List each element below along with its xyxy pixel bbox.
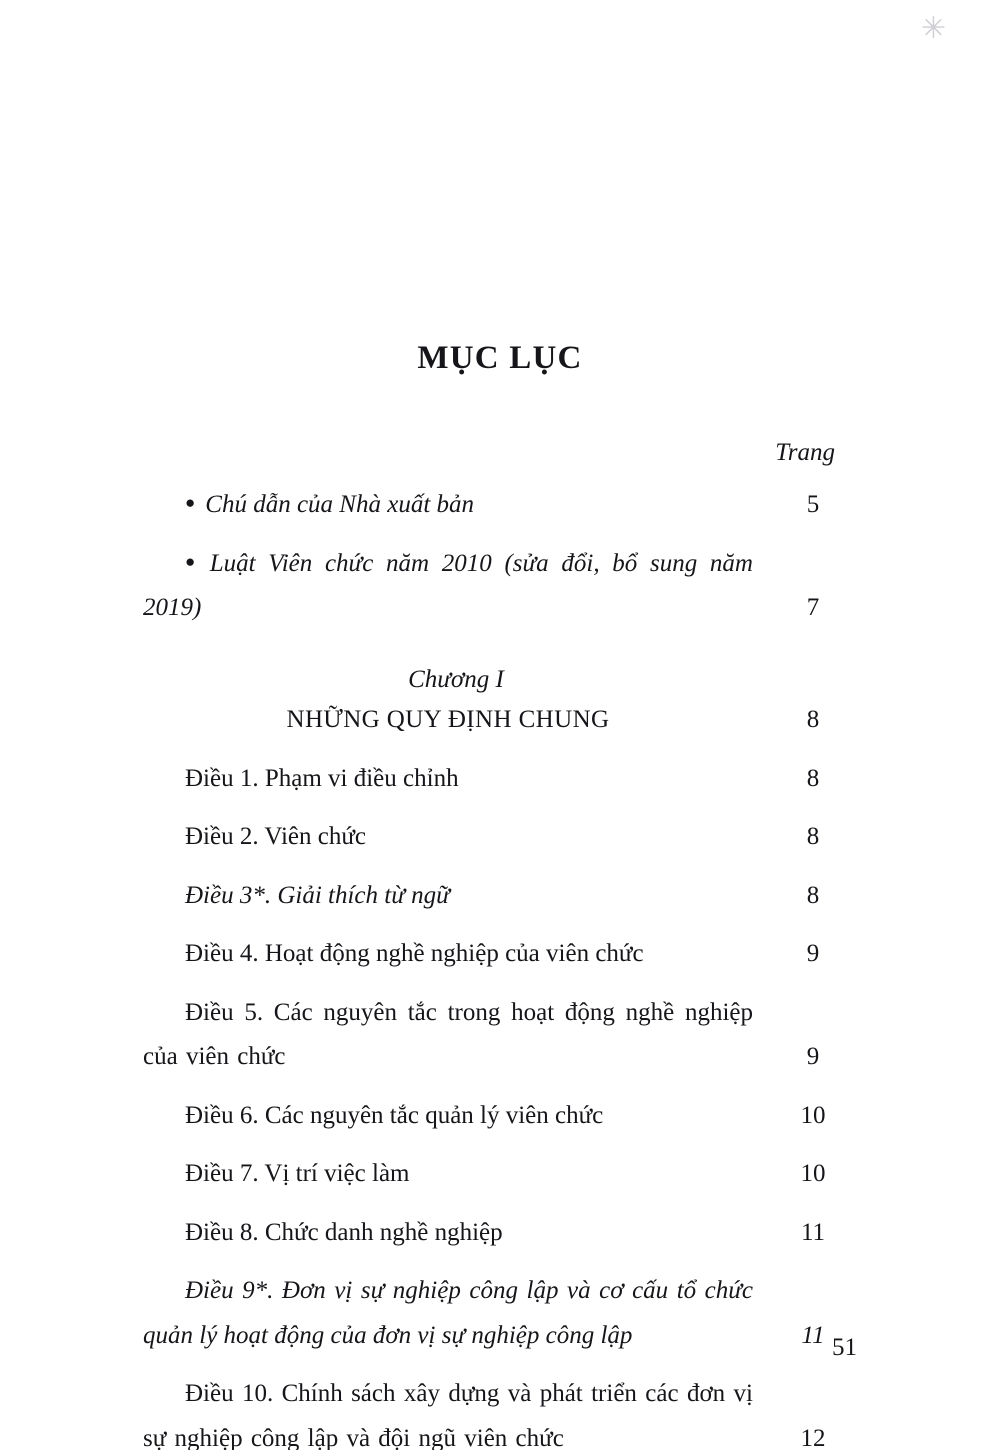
toc-entry-page: 8 bbox=[806, 764, 820, 792]
list-item[interactable] bbox=[143, 1094, 857, 1139]
toc-entry-label: Điều 2. Viên chức bbox=[185, 823, 366, 850]
toc-entry-page: 10 bbox=[800, 1160, 826, 1187]
toc-entry-label: Điều 9*. Đơn vị sự nghiệp công lập và cơ cấu tổ chức quản lý hoạt động của đơn vị sự nghiệp công lập bbox=[143, 1277, 753, 1349]
toc-list bbox=[143, 483, 857, 1450]
toc-entry-label: Điều 4. Hoạt động nghề nghiệp của viên chức bbox=[185, 940, 644, 967]
toc-entry-page: 9 bbox=[806, 940, 820, 967]
list-item[interactable] bbox=[143, 874, 857, 919]
list-item[interactable] bbox=[143, 991, 857, 1080]
page-folio-number: 51 bbox=[832, 1334, 857, 1361]
toc-entry-page: 10 bbox=[800, 1101, 826, 1129]
toc-entry-label: Điều 10. Chính sách xây dựng và phát triển các đơn vị sự nghiệp công lập và đội ngũ viên chức bbox=[143, 1380, 753, 1450]
list-item[interactable] bbox=[143, 1372, 857, 1450]
toc-entry-page: 8 bbox=[806, 823, 820, 850]
toc-entry-label bbox=[143, 483, 769, 528]
list-item[interactable] bbox=[143, 932, 857, 977]
toc-entry-page: 8 bbox=[806, 706, 820, 733]
list-item[interactable] bbox=[143, 483, 857, 528]
table-of-contents bbox=[143, 340, 857, 1450]
bullet-icon: ● bbox=[185, 493, 196, 513]
toc-entry-label bbox=[143, 542, 769, 631]
list-item[interactable] bbox=[143, 1211, 857, 1256]
toc-entry-label: Điều 8. Chức danh nghề nghiệp bbox=[185, 1218, 503, 1246]
toc-entry-label: Điều 6. Các nguyên tắc quản lý viên chức bbox=[185, 1101, 604, 1129]
list-item[interactable] bbox=[143, 815, 857, 860]
toc-entry-label: Điều 5. Các nguyên tắc trong hoạt động nghề nghiệp của viên chức bbox=[143, 998, 753, 1070]
toc-entry-page: 7 bbox=[806, 594, 820, 621]
chapter-number-label: Chương I bbox=[408, 665, 504, 693]
page-column-header: Trang bbox=[775, 439, 835, 466]
bullet-icon: ● bbox=[185, 551, 200, 571]
toc-entry-page: 9 bbox=[806, 1043, 820, 1070]
page-title: MỤC LỤC bbox=[417, 340, 583, 376]
toc-entry-label: Điều 7. Vị trí việc làm bbox=[185, 1160, 410, 1187]
toc-entry-label: Điều 3*. Giải thích từ ngữ bbox=[185, 881, 450, 909]
list-item[interactable] bbox=[143, 542, 857, 631]
toc-entry-page: 8 bbox=[806, 881, 820, 909]
toc-entry-page: 11 bbox=[800, 1218, 826, 1246]
list-item[interactable] bbox=[143, 698, 857, 743]
asterisk-ornament-icon: ✳ bbox=[920, 12, 946, 45]
list-item[interactable] bbox=[143, 757, 857, 802]
toc-entry-page: 11 bbox=[801, 1321, 825, 1349]
toc-entry-page: 5 bbox=[806, 491, 820, 518]
chapter-heading-block bbox=[143, 661, 857, 743]
toc-entry-text: Luật Viên chức năm 2010 (sửa đổi, bổ sung năm 2019) bbox=[143, 549, 753, 621]
toc-entry-page: 12 bbox=[800, 1424, 826, 1450]
toc-entry-text: Chú dẫn của Nhà xuất bản bbox=[205, 491, 475, 518]
toc-entry-label: Điều 1. Phạm vi điều chỉnh bbox=[185, 764, 459, 792]
list-item[interactable] bbox=[143, 1152, 857, 1197]
toc-entry-label: NHỮNG QUY ĐỊNH CHUNG bbox=[286, 706, 610, 733]
